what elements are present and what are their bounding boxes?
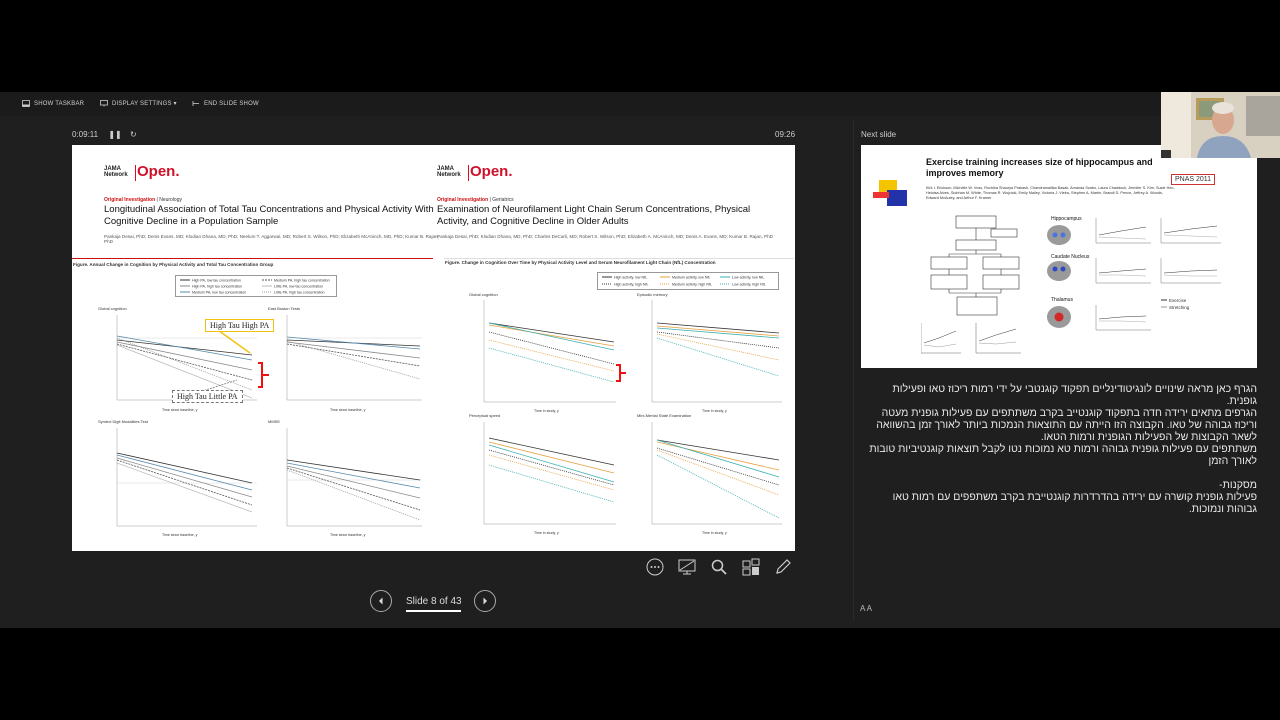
- panel-r-a-xlabel: Time in study, y: [534, 409, 559, 413]
- notes-font-size-controls[interactable]: A A: [860, 604, 873, 613]
- brand-open: Open.: [137, 163, 180, 180]
- panel-r-a: [469, 292, 626, 413]
- panel-r-d-title: Mini-Mental State Examination: [637, 413, 692, 418]
- display-settings-button[interactable]: [100, 100, 177, 107]
- figure-caption: Figure. Annual Change in Cognition by Physical Activity and Total Tau Concentration Group: [73, 262, 274, 267]
- next-slide-figures: [921, 213, 1251, 365]
- brand-network-right: Network: [437, 172, 461, 178]
- next-slide-preview[interactable]: [861, 145, 1257, 368]
- panel-r-d: [637, 413, 782, 535]
- zoom-icon[interactable]: [709, 557, 729, 577]
- panel-r-a-title: Global cognition: [469, 292, 498, 297]
- panel-r-c: [469, 413, 616, 535]
- panel-r-d-xlabel: Time in study, y: [702, 531, 727, 535]
- presenter-toolbar: [0, 92, 1280, 116]
- current-time: 09:26: [775, 130, 796, 139]
- bottom-charts: [921, 323, 1021, 353]
- next-slide-authors: Kirk I. Erickson, Michelle W. Voss, Ruchika Shaurya Prakash, Chandramallika Basak, Amanda Szabo, Laura Chaddock, Jennifer S. Kim, Susie Heo, Heloisa Alves, Siobhan M. White, Thomas R. Wojcicki, Emily Mailey, Victoria J. Vieira, Stephen A. Martin, Brandt D. Pence, Jeffrey A. Woods, Edward McAuley, and Arthur F. Kramer: [926, 186, 1175, 200]
- pen-icon[interactable]: [773, 557, 793, 577]
- panel-b-xlabel: Time since baseline, y: [330, 408, 366, 412]
- brand-jama: JAMA: [104, 166, 122, 172]
- panel-r-b-xlabel: Time in study, y: [702, 409, 727, 413]
- legend-item-5: Little PA, high tau concentration: [274, 290, 325, 295]
- legend-right-2: Low activity, low NfL: [732, 275, 765, 280]
- brand-jama-right: JAMA: [437, 166, 455, 172]
- figure-caption-right: Figure. Change in Cognition Over Time by Physical Activity Level and Serum Neurofilament Light Chain (NfL) Concentration: [445, 260, 716, 265]
- webcam-image: [1161, 92, 1280, 158]
- more-options-icon[interactable]: [645, 557, 665, 577]
- panel-c-title: Symbol Digit Modalities Test: [98, 419, 148, 424]
- brand-network: Network: [104, 172, 128, 178]
- panel-a-xlabel: Time since baseline, y: [162, 408, 198, 412]
- end-show-icon: [192, 100, 200, 107]
- legend-right-4: Medium activity, high NfL: [672, 282, 712, 287]
- jama-brand-left: [104, 166, 128, 178]
- legend-item-2: High PA, high tau concentration: [192, 284, 243, 289]
- kicker-type-right: Original Investigation: [437, 197, 489, 203]
- speaker-notes[interactable]: [861, 383, 1257, 515]
- slide-progress-bar: [406, 610, 461, 612]
- black-screen-icon[interactable]: [677, 557, 697, 577]
- legend-item-3: Little PA, low tau concentration: [274, 284, 324, 289]
- panel-b-title: East Boston Tests: [268, 306, 300, 311]
- brand-divider: [135, 165, 136, 181]
- legend-graphic: [176, 276, 336, 296]
- panel-divider: [853, 120, 854, 620]
- region-thalamus: Thalamus: [1051, 297, 1073, 303]
- small-line-charts: [1096, 218, 1221, 330]
- panel-d-xlabel: Time since baseline, y: [330, 533, 366, 537]
- legend-graphic-right: [598, 273, 778, 289]
- figure-rule-right: [444, 258, 794, 259]
- end-slide-show-label: END SLIDE SHOW: [204, 100, 259, 107]
- arrow-left-icon: [376, 596, 386, 606]
- legend-right-1: Medium activity, low NfL: [672, 275, 711, 280]
- legend-exercise: Exercise: [1169, 298, 1187, 303]
- paper-title-right: Examination of Neurofilament Light Chain Serum Concentrations, Physical Activity, and Cognitive Decline in Older Adults: [437, 204, 751, 227]
- figure-rule: [72, 258, 433, 259]
- previous-slide-button[interactable]: [370, 590, 392, 612]
- kicker-type: Original Investigation: [104, 197, 156, 203]
- notes-paragraph-4: מסקנות-: [1219, 479, 1257, 491]
- figure-legend-right: [597, 272, 779, 290]
- brand-divider-right: [468, 165, 469, 181]
- legend-item-4: Medium PA, low tau concentration: [192, 290, 247, 295]
- legend-right-0: High activity, low NfL: [614, 275, 648, 280]
- paper-authors: Pankaja Desai, PhD; Denis Evans, MD; Klodian Dhana, MD, PhD; Neelum T. Aggarwal, MD; Robert S. Wilson, PhD; Elizabeth McAninch, MD, PhD; Kumar B. Rajan, PhD: [104, 234, 439, 244]
- right-paper: [434, 145, 795, 551]
- paper-authors-right: Pankaja Desai, PhD; Klodian Dhana, MD, PhD; Charles DeCarli, MD; Robert S. Wilson, PhD; Elizabeth A. McAninch, MD; Denis A. Evans, MD; Kumar B. Rajan, PhD: [437, 234, 773, 239]
- brand-open-right: Open.: [470, 163, 513, 180]
- flowchart: [931, 216, 1019, 315]
- end-slide-show-button[interactable]: [192, 100, 259, 107]
- notes-paragraph-3: משתתפים עם פעילות גופנית גבוהה ורמות טא נמוכות נטו לקבל תוצאות קוגנטיביות טובות לאורך הזמן: [869, 443, 1257, 467]
- article-kicker-right: Original Investigation | Geriatrics: [437, 197, 514, 203]
- region-caudate: Caudate Nucleus: [1051, 254, 1090, 260]
- callout-high-tau-little-pa: High Tau Little PA: [172, 390, 243, 403]
- next-slide-legend: [1161, 298, 1190, 310]
- arrow-right-icon: [480, 596, 490, 606]
- callout-high-tau-high-pa: High Tau High PA: [205, 319, 274, 332]
- panel-c: [98, 419, 257, 537]
- legend-item-0: High PA, low tau concentration: [192, 278, 241, 283]
- reset-timer-icon[interactable]: ↻: [129, 130, 137, 139]
- pause-icon[interactable]: ❚❚: [108, 130, 122, 139]
- paper-title: Longitudinal Association of Total Tau Concentrations and Physical Activity With Cognitive Decline in a Population Sample: [104, 204, 434, 227]
- slide-navigation: [370, 590, 500, 614]
- legend-stretching: Stretching: [1169, 305, 1190, 310]
- show-taskbar-button[interactable]: [22, 100, 84, 107]
- panel-r-b-title: Episodic memory: [637, 292, 668, 297]
- panel-d: [268, 419, 422, 537]
- panel-d-title: MMSE: [268, 419, 280, 424]
- panel-c-xlabel: Time since baseline, y: [162, 533, 198, 537]
- next-slide-title: Exercise training increases size of hippocampus and improves memory: [926, 157, 1153, 178]
- kicker-section-right: Geriatrics: [492, 197, 514, 203]
- kicker-section: Neurology: [159, 197, 182, 203]
- article-kicker: Original Investigation | Neurology: [104, 197, 182, 203]
- notes-paragraph-2: הגרפים מתאים ירידה חדה בתפקוד קוגנטייב בקרב משתתפים עם פעילות גופנית מעטה וריכוז גבוהה של טאו. הקבוצה הזו הייתה עם התוצאות הנמכות ביותר לאורך זמן בהשוואה לשאר הקבוצות של הפעילות הגופנית ורמות הטאו.: [876, 407, 1257, 443]
- monitor-icon: [100, 100, 108, 107]
- notes-paragraph-1: הגרף כאן מראה שינויים לונגיטודינליים תפקוד קוגנטבי על ידי רמות ריכוז טאו ופעילות גופנית.: [892, 383, 1257, 407]
- left-paper: [72, 145, 439, 551]
- panel-r-b: [637, 292, 782, 413]
- legend-item-1: Medium PA, high tau concentration: [274, 278, 330, 283]
- panel-r-c-title: Perceptual speed: [469, 413, 501, 418]
- left-figure-panels: [72, 300, 433, 551]
- region-hippocampus: Hippocampus: [1051, 216, 1082, 222]
- elapsed-time: 0:09:11: [72, 130, 99, 139]
- brain-images: [1047, 216, 1090, 328]
- timer: [72, 130, 137, 139]
- legend-right-5: Low activity, high NfL: [732, 282, 766, 287]
- panel-b: [268, 306, 422, 412]
- right-figure-panels: [434, 290, 795, 551]
- current-slide[interactable]: [72, 145, 795, 551]
- see-all-slides-icon[interactable]: [741, 557, 761, 577]
- presenter-webcam: [1161, 92, 1280, 158]
- jama-brand-right: [437, 166, 461, 178]
- panel-r-c-xlabel: Time in study, y: [534, 531, 559, 535]
- slide-counter: Slide 8 of 43: [406, 596, 462, 607]
- legend-right-3: High activity, high NfL: [614, 282, 649, 287]
- next-slide-button[interactable]: [474, 590, 496, 612]
- next-slide-label: Next slide: [861, 130, 897, 139]
- show-taskbar-label: SHOW TASKBAR: [34, 100, 85, 107]
- notes-paragraph-5: פעילות גופנית קושרה עם ירידה בהדרדרות קוגנטייבת בקרב משתפפים עם רמות טאו גבוהות ונמוכות.: [892, 491, 1257, 515]
- taskbar-icon: [22, 100, 30, 107]
- panel-a-title: Global cognition: [98, 306, 127, 311]
- slide-tools: [645, 557, 793, 579]
- next-slide-badge: PNAS 2011: [1171, 174, 1215, 185]
- figure-legend: [175, 275, 337, 297]
- decorative-squares: [873, 178, 915, 214]
- display-settings-label: DISPLAY SETTINGS ▾: [112, 101, 177, 107]
